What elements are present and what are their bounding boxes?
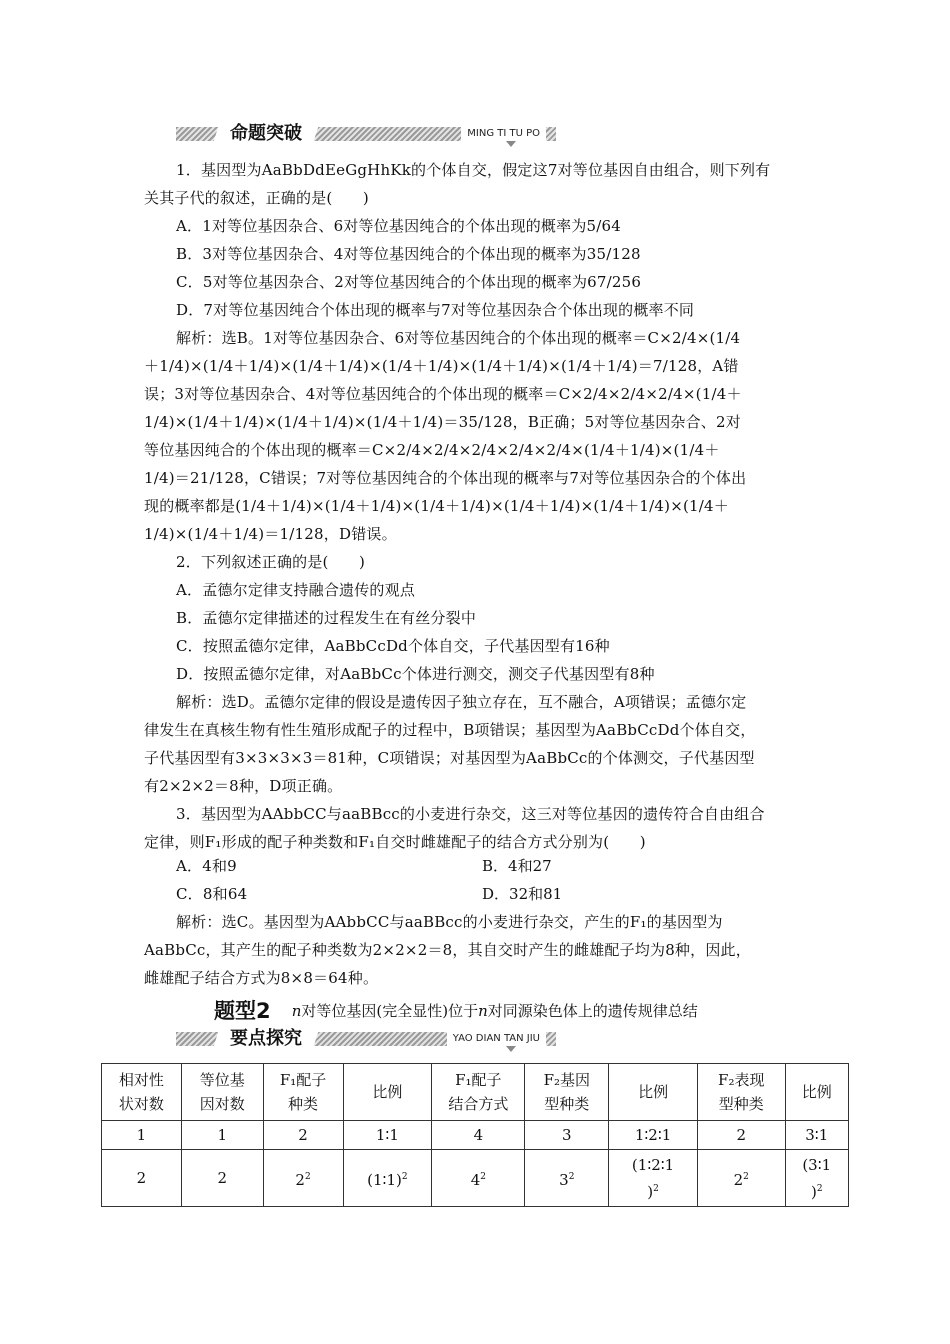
banner-title-box — [212, 1028, 319, 1050]
header-text: 相对性 — [118, 1071, 164, 1089]
heading-label: 题型2 — [214, 999, 271, 1023]
header-text: 等位基 — [199, 1071, 245, 1089]
q2-option-c: C．按照孟德尔定律，AaBbCcDd个体自交，子代基因型有16种 — [176, 637, 610, 655]
q2-answer-line1: 解析：选D。孟德尔定律的假设是遗传因子独立存在，互不融合，A项错误；孟德尔定 — [176, 693, 747, 711]
q1-option-b: B．3对等位基因杂合、4对等位基因纯合的个体出现的概率为35/128 — [176, 245, 641, 263]
q1-stem-line1: 1．基因型为AaBbDdEeGgHhKk的个体自交，假定这7对等位基因自由组合，则下列有 — [176, 161, 771, 179]
header-text: 状对数 — [118, 1095, 164, 1113]
header-text: 种类 — [288, 1095, 319, 1113]
q2-answer-line3: 子代基因型有3×3×3×3＝81种，C项错误；对基因型为AaBbCc的个体测交，子代基因型 — [144, 749, 755, 767]
header-cell — [263, 1064, 343, 1121]
table-cell — [525, 1150, 609, 1207]
q1-answer-line5: 等位基因纯合的个体出现的概率＝C×2/4×2/4×2/4×2/4×2/4×(1/4＋1/4)×(1/4＋ — [144, 441, 720, 459]
q1-stem-line2: 关其子代的叙述，正确的是( ) — [144, 189, 369, 207]
q3-option-d: D．32和81 — [482, 885, 563, 903]
banner-arrow-icon — [506, 1046, 516, 1052]
heading-title-mid: 对等位基因(完全显性)位于 — [301, 1001, 479, 1020]
q3-option-c: C．8和64 — [176, 885, 248, 903]
table-cell — [263, 1150, 343, 1207]
section-banner-mingti — [176, 123, 556, 145]
q1-option-d: D．7对等位基因纯合个体出现的概率与7对等位基因杂合个体出现的概率不同 — [176, 301, 695, 319]
banner-title-box — [212, 123, 319, 145]
header-text: 结合方式 — [448, 1095, 509, 1113]
cell-exponent: 2 — [743, 1171, 749, 1182]
cell-exponent: 2 — [568, 1171, 575, 1182]
heading-title — [292, 1002, 698, 1020]
q1-answer-line6: 1/4)＝21/128，C错误；7对等位基因纯合的个体出现的概率与7对等位基因杂合的个体出 — [144, 469, 747, 487]
q2-answer-line4: 有2×2×2＝8种，D项正确。 — [144, 777, 343, 795]
table-cell — [609, 1150, 698, 1207]
banner-latin: MING TI TU PO — [461, 127, 546, 141]
cell-base: 3 — [559, 1170, 569, 1189]
q2-answer-line2: 律发生在真核生物有性生殖形成配子的过程中，B项错误；基因型为AaBbCcDd个体自交， — [144, 721, 756, 739]
table-cell: 1∶1 — [343, 1121, 432, 1150]
banner-title: 要点探究 — [230, 1028, 302, 1049]
table-cell — [343, 1150, 432, 1207]
q1-answer-line7: 现的概率都是(1/4＋1/4)×(1/4＋1/4)×(1/4＋1/4)×(1/4＋1/4)×(1/4＋1/4)×(1/4＋ — [144, 497, 729, 515]
header-text: 因对数 — [199, 1095, 245, 1113]
table-cell: 4 — [432, 1121, 525, 1150]
header-cell — [697, 1064, 785, 1121]
cell-exponent: 2 — [816, 1183, 823, 1194]
header-text: F₂表现 — [718, 1071, 765, 1089]
q3-answer-line1: 解析：选C。基因型为AAbbCC与aaBBcc的小麦进行杂交，产生的F₁的基因型为 — [176, 913, 723, 931]
header-cell — [432, 1064, 525, 1121]
q3-stem-line2: 定律，则F₁形成的配子种类数和F₁自交时雌雄配子的结合方式分别为( ) — [144, 833, 646, 851]
table-cell: 3 — [525, 1121, 609, 1150]
table-cell: 1 — [181, 1121, 263, 1150]
table-cell — [432, 1150, 525, 1207]
header-text: F₁配子 — [455, 1071, 502, 1089]
inheritance-summary-table — [101, 1063, 849, 1207]
table-cell: 2 — [697, 1121, 785, 1150]
table-cell — [697, 1150, 785, 1207]
header-cell — [525, 1064, 609, 1121]
cell-base: 2 — [295, 1170, 305, 1189]
cell-base: (1∶1) — [367, 1170, 402, 1189]
cell-exponent: 2 — [401, 1171, 408, 1182]
q3-option-a: A．4和9 — [176, 857, 237, 875]
table-header-row — [102, 1064, 849, 1121]
cell-base: 2 — [733, 1170, 744, 1189]
table-cell: 3∶1 — [785, 1121, 849, 1150]
heading-var-n2: n — [478, 1001, 488, 1020]
banner-latin: YAO DIAN TAN JIU — [447, 1032, 546, 1046]
q2-option-a: A．孟德尔定律支持融合遗传的观点 — [176, 581, 416, 599]
cell-base-close: ) — [810, 1182, 817, 1201]
header-text: F₁配子 — [279, 1071, 327, 1089]
q1-answer-line1: 解析：选B。1对等位基因杂合、6对等位基因纯合的个体出现的概率＝C×2/4×(1/4 — [176, 329, 741, 347]
heading-var-n1: n — [291, 1001, 302, 1020]
table-cell: 2 — [263, 1121, 343, 1150]
header-cell — [609, 1064, 698, 1121]
table-cell — [785, 1150, 849, 1207]
header-text: F₂基因 — [543, 1071, 591, 1089]
q2-stem: 2．下列叙述正确的是( ) — [176, 553, 366, 571]
q1-option-a: A．1对等位基因杂合、6对等位基因纯合的个体出现的概率为5/64 — [176, 217, 622, 235]
q2-option-d: D．按照孟德尔定律，对AaBbCc个体进行测交，测交子代基因型有8种 — [176, 665, 655, 683]
header-cell — [343, 1064, 432, 1121]
table-cell: 2 — [181, 1150, 263, 1207]
section-banner-yaodian — [176, 1028, 556, 1050]
q3-stem-line1: 3．基因型为AAbbCC与aaBBcc的小麦进行杂交，这三对等位基因的遗传符合自由组合 — [176, 805, 765, 823]
heading-title-end: 对同源染色体上的遗传规律总结 — [487, 1001, 698, 1020]
header-text: 比例 — [801, 1083, 832, 1101]
cell-exponent: 2 — [304, 1171, 311, 1182]
banner-title: 命题突破 — [230, 123, 302, 144]
cell-base: (3∶1 — [802, 1155, 832, 1174]
q1-answer-line8: 1/4)×(1/4＋1/4)＝1/128，D错误。 — [144, 525, 397, 543]
q3-answer-line3: 雌雄配子结合方式为8×8＝64种。 — [144, 969, 379, 987]
q1-option-c: C．5对等位基因杂合、2对等位基因纯合的个体出现的概率为67/256 — [176, 273, 642, 291]
q2-option-b: B．孟德尔定律描述的过程发生在有丝分裂中 — [176, 609, 477, 627]
q1-answer-line3: 误；3对等位基因杂合、4对等位基因纯合的个体出现的概率＝C×2/4×2/4×2/4×(1/4＋ — [144, 385, 742, 403]
header-text: 比例 — [638, 1083, 669, 1101]
header-cell — [785, 1064, 849, 1121]
banner-arrow-icon — [506, 141, 516, 147]
table-cell: 2 — [102, 1150, 182, 1207]
header-cell — [102, 1064, 182, 1121]
table-cell: 1 — [102, 1121, 182, 1150]
cell-exponent: 2 — [480, 1171, 486, 1182]
table-row — [102, 1121, 849, 1150]
table-row — [102, 1150, 849, 1207]
header-text: 型种类 — [718, 1095, 764, 1113]
header-text: 比例 — [372, 1083, 403, 1101]
cell-base: (1∶2∶1 — [631, 1155, 675, 1174]
header-text: 型种类 — [544, 1095, 590, 1113]
cell-base-close: ) — [647, 1182, 654, 1201]
cell-exponent: 2 — [653, 1183, 659, 1194]
cell-base: 4 — [470, 1170, 481, 1189]
q3-answer-line2: AaBbCc，其产生的配子种类数为2×2×2＝8，其自交时产生的雌雄配子均为8种，因此， — [144, 941, 751, 959]
q3-option-b: B．4和27 — [482, 857, 552, 875]
q1-answer-line2: ＋1/4)×(1/4＋1/4)×(1/4＋1/4)×(1/4＋1/4)×(1/4＋1/4)×(1/4＋1/4)＝7/128，A错 — [144, 357, 739, 375]
q1-answer-line4: 1/4)×(1/4＋1/4)×(1/4＋1/4)×(1/4＋1/4)＝35/128，B正确；5对等位基因杂合、2对 — [144, 413, 741, 431]
section-heading-type2 — [214, 995, 698, 1025]
header-cell — [181, 1064, 263, 1121]
table-cell: 1∶2∶1 — [609, 1121, 698, 1150]
